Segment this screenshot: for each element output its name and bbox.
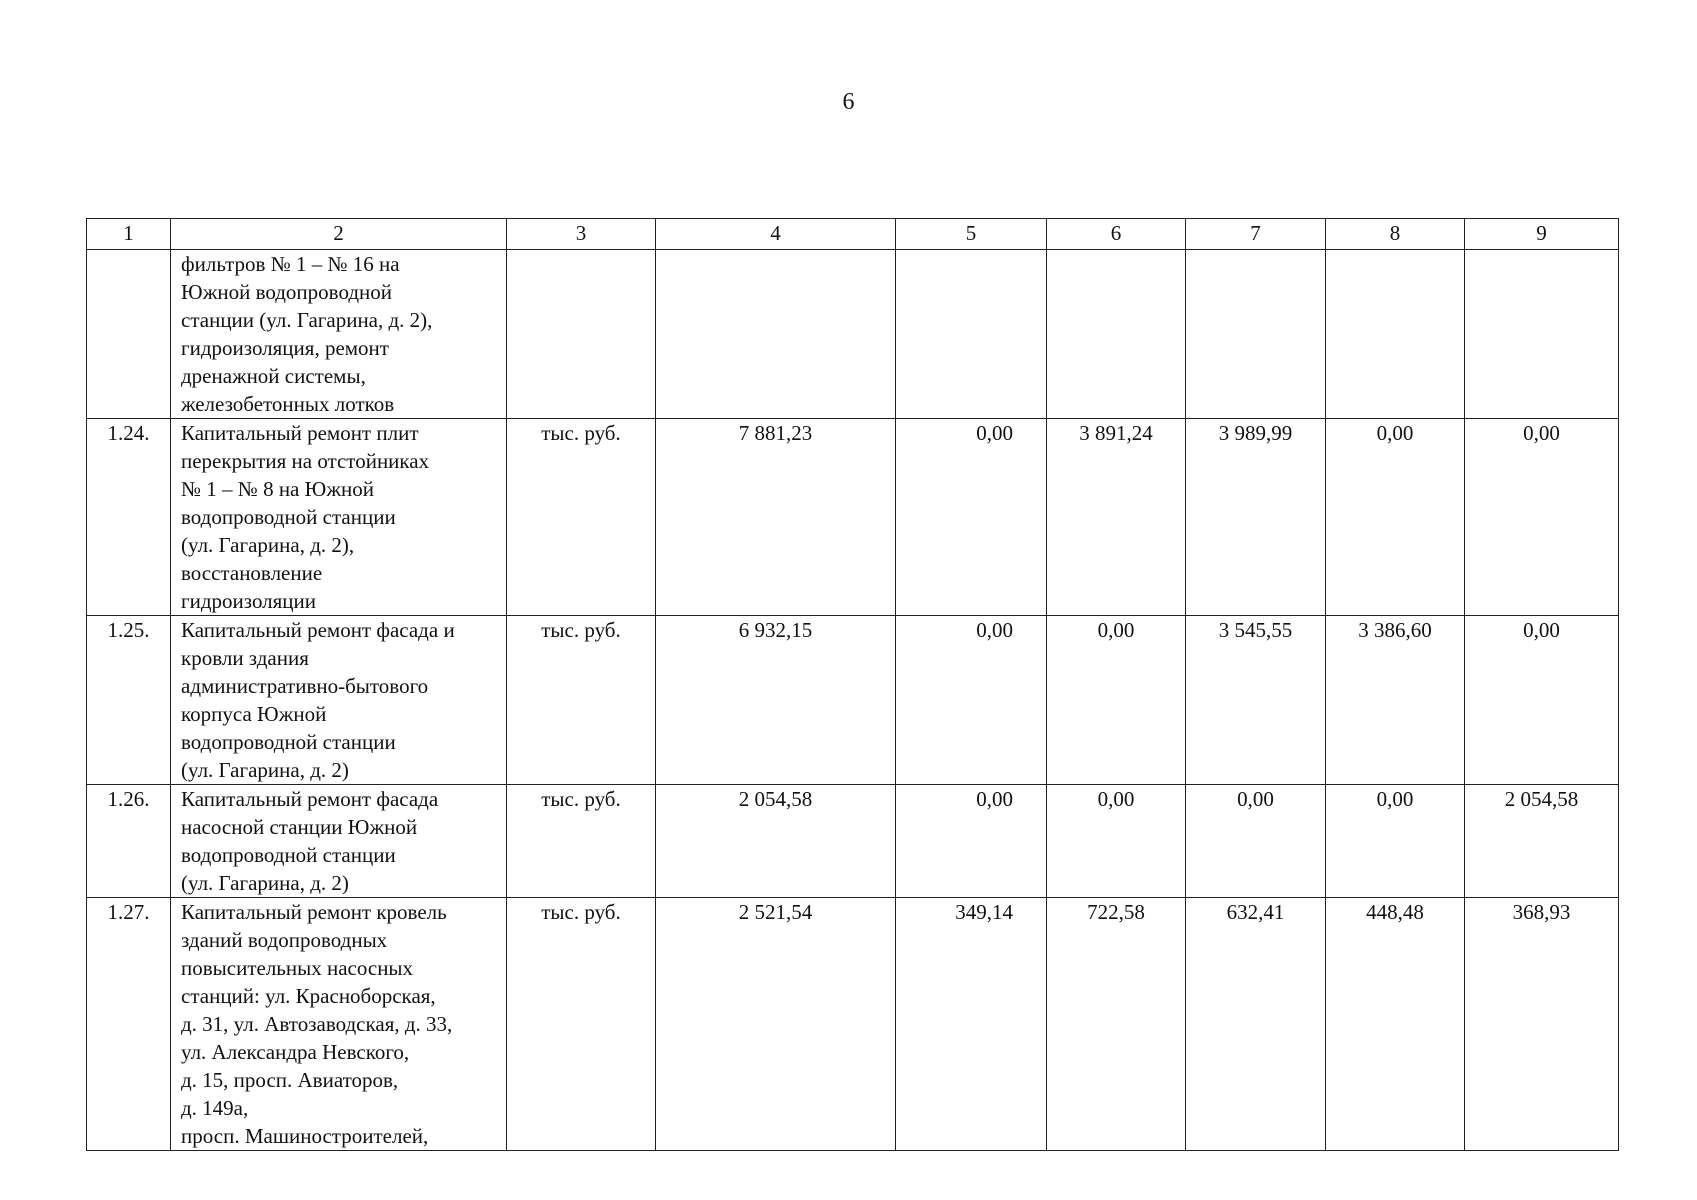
row-number: 1.26. bbox=[87, 785, 171, 898]
work-description-text: фильтров № 1 – № 16 на Южной водопроводной станции (ул. Гагарина, д. 2), гидроизоляция, ремонт дренажной системы, железобетонных лотков bbox=[181, 252, 433, 416]
value-col-5: 0,00 bbox=[896, 419, 1047, 616]
value-col-9 bbox=[1465, 250, 1619, 419]
value-col-5: 349,14 bbox=[896, 898, 1047, 1151]
value-col-6: 0,00 bbox=[1047, 785, 1186, 898]
unit-cell bbox=[507, 250, 656, 419]
value-col-7: 632,41 bbox=[1186, 898, 1326, 1151]
value-col-9: 0,00 bbox=[1465, 616, 1619, 785]
work-description-text: Капитальный ремонт кровель зданий водопроводных повысительных насосных станций: ул. Красноборская, д. 31, ул. Автозаводская, д. 33, ул. Александра Невского, д. 15, просп. Авиаторов, д. 149а, просп. Машиностроителей, bbox=[181, 900, 453, 1148]
value-col-8 bbox=[1326, 250, 1465, 419]
total-cell bbox=[656, 250, 896, 419]
row-number bbox=[87, 250, 171, 419]
work-description bbox=[171, 785, 507, 898]
value-col-5 bbox=[896, 250, 1047, 419]
header-cell-4: 4 bbox=[656, 219, 896, 250]
value-col-9: 368,93 bbox=[1465, 898, 1619, 1151]
row-number: 1.24. bbox=[87, 419, 171, 616]
table-row bbox=[87, 616, 1619, 785]
total-cell: 2 521,54 bbox=[656, 898, 896, 1151]
unit-cell: тыс. руб. bbox=[507, 616, 656, 785]
table-header-row bbox=[87, 219, 1619, 250]
work-description-text: Капитальный ремонт фасада и кровли здания административно-бытового корпуса Южной водопроводной станции (ул. Гагарина, д. 2) bbox=[181, 618, 455, 782]
value-col-7 bbox=[1186, 250, 1326, 419]
work-description bbox=[171, 250, 507, 419]
work-description bbox=[171, 419, 507, 616]
value-col-8: 3 386,60 bbox=[1326, 616, 1465, 785]
header-cell-2: 2 bbox=[171, 219, 507, 250]
header-cell-3: 3 bbox=[507, 219, 656, 250]
value-col-6 bbox=[1047, 250, 1186, 419]
value-col-8: 0,00 bbox=[1326, 785, 1465, 898]
work-description-text: Капитальный ремонт фасада насосной станции Южной водопроводной станции (ул. Гагарина, д. 2) bbox=[181, 787, 439, 895]
work-description-text: Капитальный ремонт плит перекрытия на отстойниках № 1 – № 8 на Южной водопроводной станции (ул. Гагарина, д. 2), восстановление гидроизоляции bbox=[181, 421, 430, 613]
table-row bbox=[87, 898, 1619, 1151]
unit-cell: тыс. руб. bbox=[507, 785, 656, 898]
value-col-5: 0,00 bbox=[896, 616, 1047, 785]
header-cell-5: 5 bbox=[896, 219, 1047, 250]
value-col-7: 3 545,55 bbox=[1186, 616, 1326, 785]
unit-cell: тыс. руб. bbox=[507, 898, 656, 1151]
header-cell-1: 1 bbox=[87, 219, 171, 250]
value-col-9: 0,00 bbox=[1465, 419, 1619, 616]
page-number: 6 bbox=[842, 89, 855, 115]
work-description bbox=[171, 898, 507, 1151]
value-col-9: 2 054,58 bbox=[1465, 785, 1619, 898]
header-cell-8: 8 bbox=[1326, 219, 1465, 250]
unit-cell: тыс. руб. bbox=[507, 419, 656, 616]
header-cell-9: 9 bbox=[1465, 219, 1619, 250]
row-number: 1.25. bbox=[87, 616, 171, 785]
total-cell: 6 932,15 bbox=[656, 616, 896, 785]
table-row bbox=[87, 419, 1619, 616]
total-cell: 7 881,23 bbox=[656, 419, 896, 616]
value-col-7: 0,00 bbox=[1186, 785, 1326, 898]
value-col-7: 3 989,99 bbox=[1186, 419, 1326, 616]
row-number: 1.27. bbox=[87, 898, 171, 1151]
table-row bbox=[87, 250, 1619, 419]
total-cell: 2 054,58 bbox=[656, 785, 896, 898]
header-cell-6: 6 bbox=[1047, 219, 1186, 250]
value-col-8: 0,00 bbox=[1326, 419, 1465, 616]
budget-table bbox=[86, 218, 1619, 1151]
work-description bbox=[171, 616, 507, 785]
value-col-8: 448,48 bbox=[1326, 898, 1465, 1151]
value-col-6: 3 891,24 bbox=[1047, 419, 1186, 616]
value-col-6: 722,58 bbox=[1047, 898, 1186, 1151]
value-col-6: 0,00 bbox=[1047, 616, 1186, 785]
header-cell-7: 7 bbox=[1186, 219, 1326, 250]
table-row bbox=[87, 785, 1619, 898]
value-col-5: 0,00 bbox=[896, 785, 1047, 898]
